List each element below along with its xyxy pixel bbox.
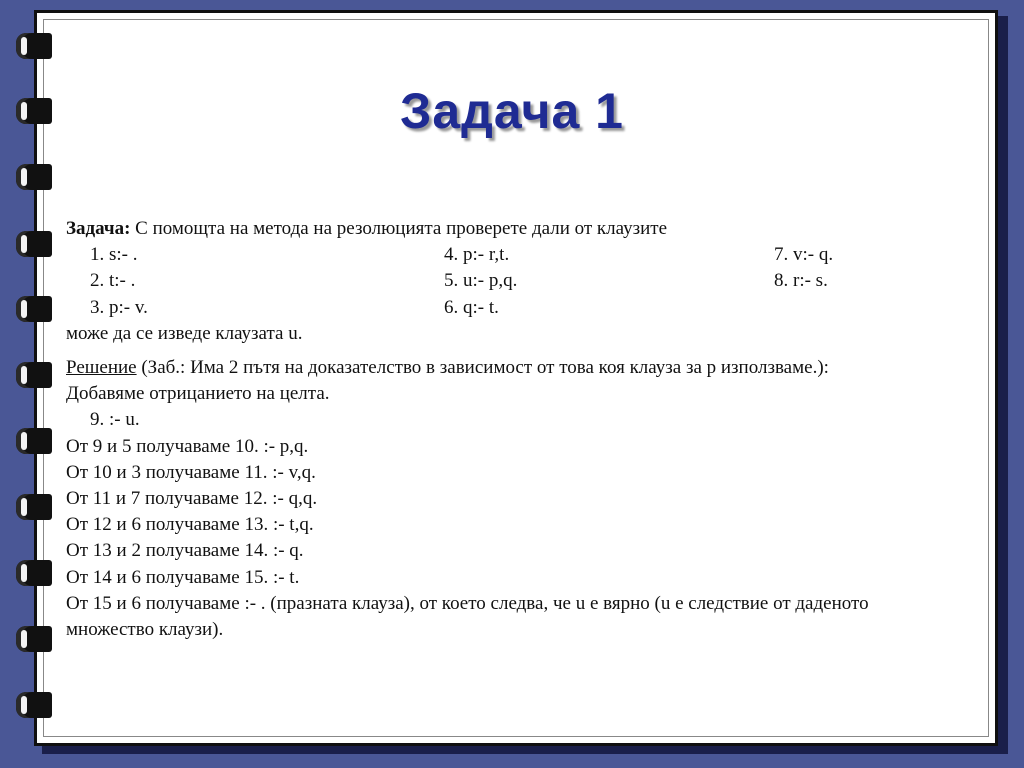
clause: 3. p:- v. [90, 296, 148, 318]
clause [774, 295, 974, 321]
clause: 8. r:- s. [774, 270, 828, 292]
task-intro: С помощта на метода на резолюцията проверете дали от клаузите [130, 218, 668, 239]
solution-final: От 15 и 6 получаваме :- . (празната клауза), от което следва, че u е вярно (u е следствие от даденото [66, 592, 869, 614]
binder-ring [16, 33, 52, 59]
binder-ring [16, 164, 52, 190]
solution-goal: 9. :- u. [90, 409, 140, 431]
clause: 4. p:- r,t. [444, 244, 510, 266]
solution-step: От 12 и 6 получаваме 13. :- t,q. [66, 514, 314, 536]
clause: 7. v:- q. [774, 244, 834, 266]
clause-row [66, 295, 996, 321]
binder-ring [16, 296, 52, 322]
binder-ring [16, 362, 52, 388]
solution-step: От 9 и 5 получаваме 10. :- p,q. [66, 435, 309, 457]
clause-row [66, 268, 996, 294]
slide-title: Задача 1 [400, 83, 624, 139]
solution-step: От 11 и 7 получаваме 12. :- q,q. [66, 488, 318, 510]
binder-ring [16, 231, 52, 257]
task-label: Задача: [66, 218, 131, 239]
solution-label: Решение [66, 357, 137, 379]
solution-step: От 14 и 6 получаваме 15. :- t. [66, 566, 300, 588]
clause: 5. u:- p,q. [444, 270, 518, 292]
clause: 2. t:- . [90, 270, 136, 292]
binder-ring [16, 428, 52, 454]
solution-negation: Добавяме отрицанието на целта. [66, 383, 330, 405]
solution-step: От 10 и 3 получаваме 11. :- v,q. [66, 461, 316, 483]
binder-ring [16, 494, 52, 520]
binder-ring [16, 626, 52, 652]
binder-ring [16, 692, 52, 718]
solution-note: (Заб.: Има 2 пътя на доказателство в зависимост от това коя клауза за p използваме.): [136, 357, 829, 379]
slide-content [66, 216, 996, 643]
clause: 6. q:- t. [444, 296, 499, 318]
solution-final-cont: множество клаузи). [66, 619, 224, 641]
solution-heading [66, 355, 996, 381]
solution-step: От 13 и 2 получаваме 14. :- q. [66, 540, 304, 562]
binder-ring [16, 560, 52, 586]
task-conclusion: може да се изведе клаузата u. [66, 322, 303, 344]
clause-row [66, 242, 996, 268]
task-statement [66, 216, 996, 242]
clause: 1. s:- . [90, 244, 138, 266]
